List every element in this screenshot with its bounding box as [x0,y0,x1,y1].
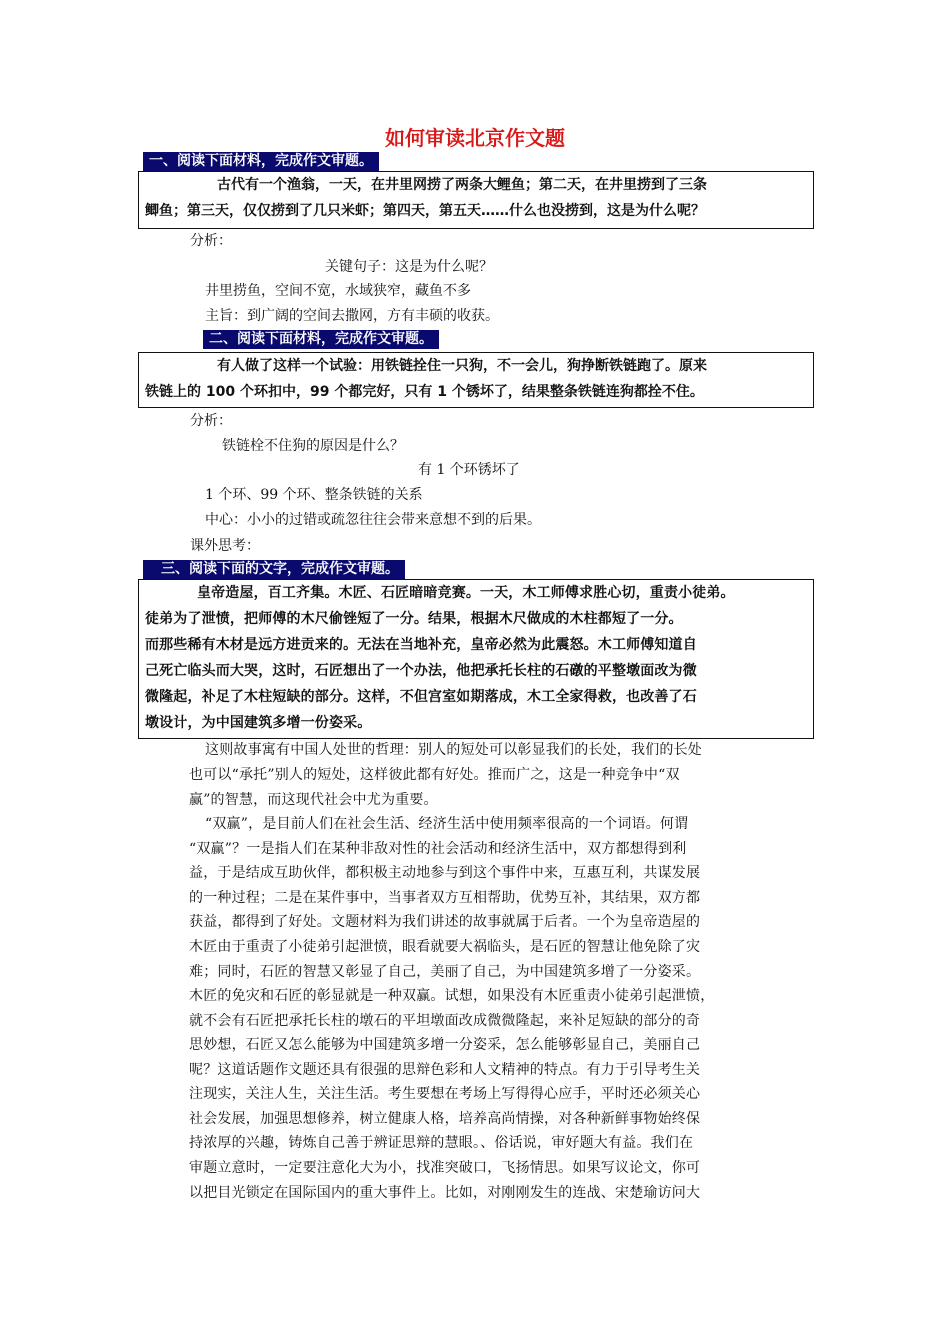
essay-line: 赢”的智慧，而这现代社会中尤为重要。 [189,792,438,808]
essay-line: 注现实，关注人生，关注生活。考生要想在考场上写得得心应手，平时还必须关心 [189,1086,701,1102]
analysis-label: 分析： [190,233,232,249]
theme-text: 主旨：到广阔的空间去撒网，方有丰硕的收获。 [205,308,499,324]
material-line: 古代有一个渔翁，一天，在井里网捞了两条大鲤鱼；第二天，在井里捞到了三条 [217,177,707,193]
section-2-material [145,353,809,405]
analysis-point: 井里捞鱼，空间不宽，水域狭窄，藏鱼不多 [205,283,471,299]
essay-line: 的一种过程；二是在某件事中，当事者双方互相帮助，优势互补，其结果，双方都 [189,890,701,906]
page-title: 如何审读北京作文题 [385,126,565,150]
essay-line: 木匠的免灾和石匠的彰显就是一种双赢。试想，如果没有木匠重责小徒弟引起泄愤， [189,988,715,1004]
section-3-material-box [138,579,814,739]
essay-line: 持浓厚的兴趣，铸炼自己善于辨证思辩的慧眼。、俗话说，审好题大有益。我们在 [189,1135,694,1151]
center-text: 中心：小小的过错或疏忽往往会带来意想不到的后果。 [205,512,541,528]
material-line: 铁链上的 100 个环扣中，99 个都完好，只有 1 个锈坏了，结果整条铁链连狗都拴不住。 [145,384,704,400]
essay-line: 以把目光锁定在国际国内的重大事件上。比如，对刚刚发生的连战、宋楚瑜访问大 [189,1185,701,1201]
extra-thinking-label: 课外思考： [190,538,260,554]
essay-line: 就不会有石匠把承托长柱的墩石的平坦墩面改成微微隆起，来补足短缺的部分的奇 [189,1013,701,1029]
essay-line: 思妙想，石匠又怎么能够为中国建筑多增一分姿采，怎么能够彰显自己，美丽自己 [189,1037,701,1053]
essay-line: 这则故事寓有中国人处世的哲理：别人的短处可以彰显我们的长处，我们的长处 [205,742,702,758]
essay-line: 也可以“承托”别人的短处，这样彼此都有好处。推而广之，这是一种竞争中“双 [189,767,680,783]
material-line: 墩设计，为中国建筑多增一份姿采。 [145,715,372,731]
material-line: 徒弟为了泄愤，把师傅的木尺偷锉短了一分。结果，根据木尺做成的木柱都短了一分。 [145,611,683,627]
essay-line: 难；同时，石匠的智慧又彰显了自己，美丽了自己，为中国建筑多增了一分姿采。 [189,964,701,980]
material-line: 而那些稀有木材是远方进贡来的。无法在当地补充，皇帝必然为此震怒。木工师傅知道自 [145,637,697,653]
material-line: 皇帝造屋，百工齐集。木匠、石匠暗暗竞赛。一天，木工师傅求胜心切，重责小徒弟。 [197,585,735,601]
essay-line: 获益，都得到了好处。文题材料为我们讲述的故事就属于后者。一个为皇帝造屋的 [189,914,701,930]
essay-line: 益，于是结成互助伙伴，都积极主动地参与到这个事件中来，互惠互利，共谋发展 [189,865,701,881]
question-text: 铁链栓不住狗的原因是什么？ [222,438,404,454]
section-2-material-box [138,352,814,408]
essay-line: “双赢”？一是指人们在某种非敌对性的社会活动和经济生活中，双方都想得到利 [189,841,687,857]
section-3-material [145,580,809,736]
material-line: 鲫鱼；第三天，仅仅捞到了几只米虾；第四天，第五天……什么也没捞到，这是为什么呢？ [145,203,705,219]
section-1-heading: 一、阅读下面材料，完成作文审题。 [143,152,379,171]
essay-line: 木匠由于重责了小徒弟引起泄愤，眼看就要大祸临头，是石匠的智慧让他免除了灾 [189,939,701,955]
essay-line: 审题立意时，一定要注意化大为小，找准突破口，飞扬情思。如果写议论文，你可 [189,1160,701,1176]
essay-line: 社会发展，加强思想修养，树立健康人格，培养高尚情操，对各种新鲜事物始终保 [189,1111,701,1127]
material-line: 微隆起，补足了木柱短缺的部分。这样，不但宫室如期落成，木工全家得救，也改善了石 [145,689,697,705]
relation-text: 1 个环、99 个环、整条铁链的关系 [205,487,423,503]
key-sentence: 关键句子：这是为什么呢？ [325,259,493,275]
section-1-material [145,172,809,224]
analysis-label: 分析： [190,413,232,429]
section-2-heading: 二、阅读下面材料，完成作文审题。 [203,330,439,349]
material-line: 有人做了这样一个试验：用铁链拴住一只狗，不一会儿，狗挣断铁链跑了。原来 [217,358,707,374]
essay-line: “双赢”，是目前人们在社会生活、经济生活中使用频率很高的一个词语。何谓 [205,816,689,832]
answer-text: 有 1 个环锈坏了 [418,462,520,478]
material-line: 己死亡临头而大哭，这时，石匠想出了一个办法，他把承托长柱的石礅的平整墩面改为微 [145,663,697,679]
section-1-material-box [138,171,814,229]
section-3-heading: 三、阅读下面的文字，完成作文审题。 [143,560,405,579]
essay-line: 呢？这道话题作文题还具有很强的思辩色彩和人文精神的特点。有力于引导考生关 [189,1062,701,1078]
